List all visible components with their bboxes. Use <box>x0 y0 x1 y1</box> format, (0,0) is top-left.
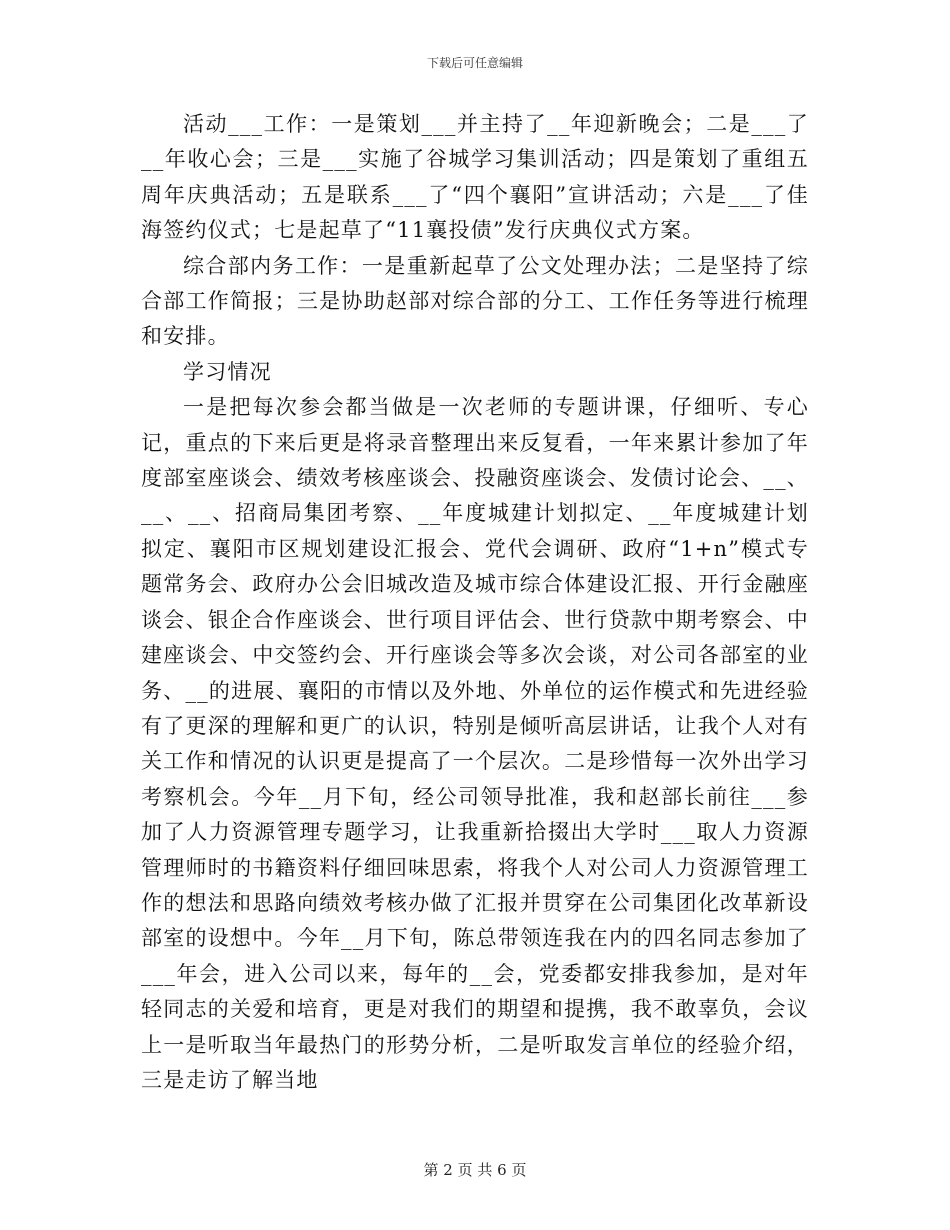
section-heading-study: 学习情况 <box>183 359 272 384</box>
page-number: 第 2 页 共 6 页 <box>423 1161 527 1179</box>
paragraph-activities: 活动___工作：一是策划___并主持了__年迎新晚会；二是___了__年收心会；三是___实施了谷城学习集训活动；四是策划了重组五周年庆典活动；五是联系___了“四个襄阳”宣讲活动；六是___了佳海签约仪式；七是起草了“11襄投债”发行庆典仪式方案。 <box>141 112 809 243</box>
paragraph-internal-affairs: 综合部内务工作：一是重新起草了公文处理办法；二是坚持了综合部工作简报；三是协助赵部对综合部的分工、工作任务等进行梳理和安排。 <box>141 253 809 349</box>
document-body <box>141 107 809 1098</box>
page-header-note: 下载后可任意编辑 <box>426 56 523 70</box>
paragraph-study: 一是把每次参会都当做是一次老师的专题讲课，仔细听、专心记，重点的下来后更是将录音整理出来反复看，一年来累计参加了年度部室座谈会、绩效考核座谈会、投融资座谈会、发债讨论会、__、__、__、招商局集团考察、__年度城建计划拟定、__年度城建计划拟定、襄阳市区规划建设汇报会、党代会调研、政府“1+n”模式专题常务会、政府办公会旧城改造及城市综合体建设汇报、开行金融座谈会、银企合作座谈会、世行项目评估会、世行贷款中期考察会、中建座谈会、中交签约会、开行座谈会等多次会谈，对公司各部室的业务、__的进展、襄阳的市情以及外地、外单位的运作模式和先进经验有了更深的理解和更广的认识，特别是倾听高层讲话，让我个人对有关工作和情况的认识更是提高了一个层次。二是珍惜每一次外出学习考察机会。今年__月下旬，经公司领导批准，我和赵部长前往___参加了人力资源管理专题学习，让我重新拾掇出大学时___取人力资源管理师时的书籍资料仔细回味思索，将我个人对公司人力资源管理工作的想法和思路向绩效考核办做了汇报并贯穿在公司集团化改革新设部室的设想中。今年__月下旬，陈总带领连我在内的四名同志参加了___年会，进入公司以来，每年的__会，党委都安排我参加，是对年轻同志的关爱和培育，更是对我们的期望和提携，我不敢辜负，会议上一是听取当年最热门的形势分析，二是听取发言单位的经验介绍，三是走访了解当地 <box>141 395 809 1092</box>
